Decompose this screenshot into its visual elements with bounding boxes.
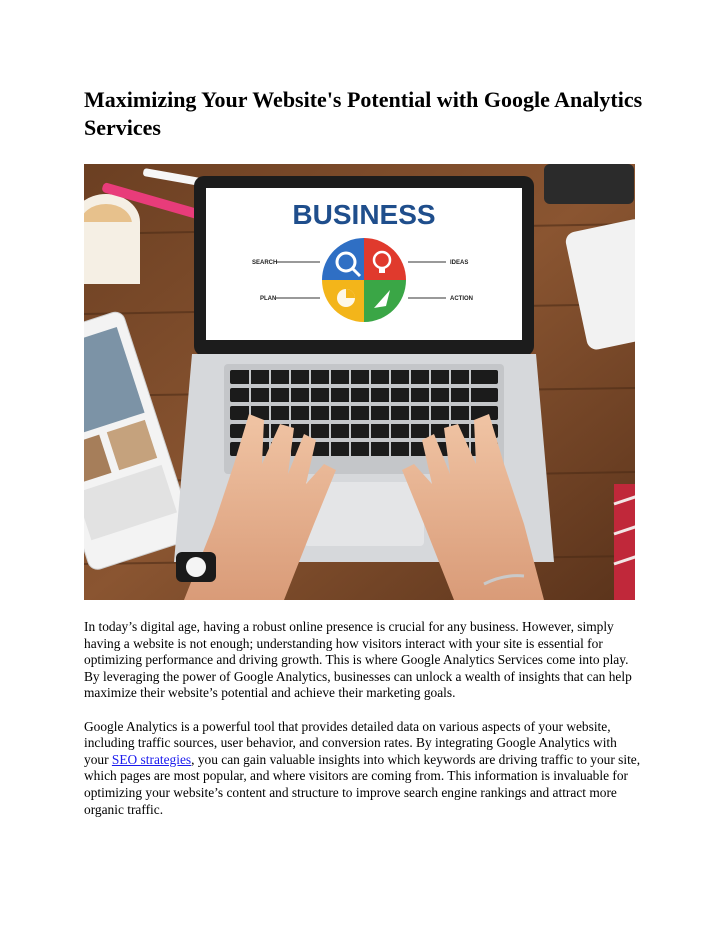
paragraph-text-after-link: , you can gain valuable insights into which keywords are driving traffic to your site, which pages are most popular, and where visitors are coming from. This information is invaluable for optimizing your website’s content and structure to improve search engine rankings and attract more organic traffic.	[84, 751, 641, 817]
label-action: ACTION	[450, 296, 473, 302]
hero-image	[84, 164, 635, 600]
paragraph-intro: In today’s digital age, having a robust online presence is crucial for any business. However, simply having a website is not enough; understanding how visitors interact with your site is essential for optimizing performance and driving growth. This is where Google Analytics Services come into play. By leveraging the power of Google Analytics, businesses can unlock a wealth of insights that can help maximize their website’s potential and achieve their marketing goals.	[84, 619, 632, 701]
article-body	[84, 619, 644, 835]
label-search: SEARCH	[252, 260, 278, 266]
screen-heading: BUSINESS	[292, 199, 436, 230]
paragraph-analytics	[84, 719, 644, 819]
paragraph-text-before-link: Google Analytics is a powerful tool that provides detailed data on various aspects of your website, including traffic sources, user behavior, and conversion rates. By integrating Google Analytics with your	[84, 718, 617, 767]
label-ideas: IDEAS	[450, 260, 469, 266]
seo-strategies-link[interactable]: SEO strategies	[111, 751, 192, 767]
article-title: Maximizing Your Website's Potential with Google Analytics Services	[84, 87, 643, 140]
label-plan: PLAN	[260, 296, 277, 302]
